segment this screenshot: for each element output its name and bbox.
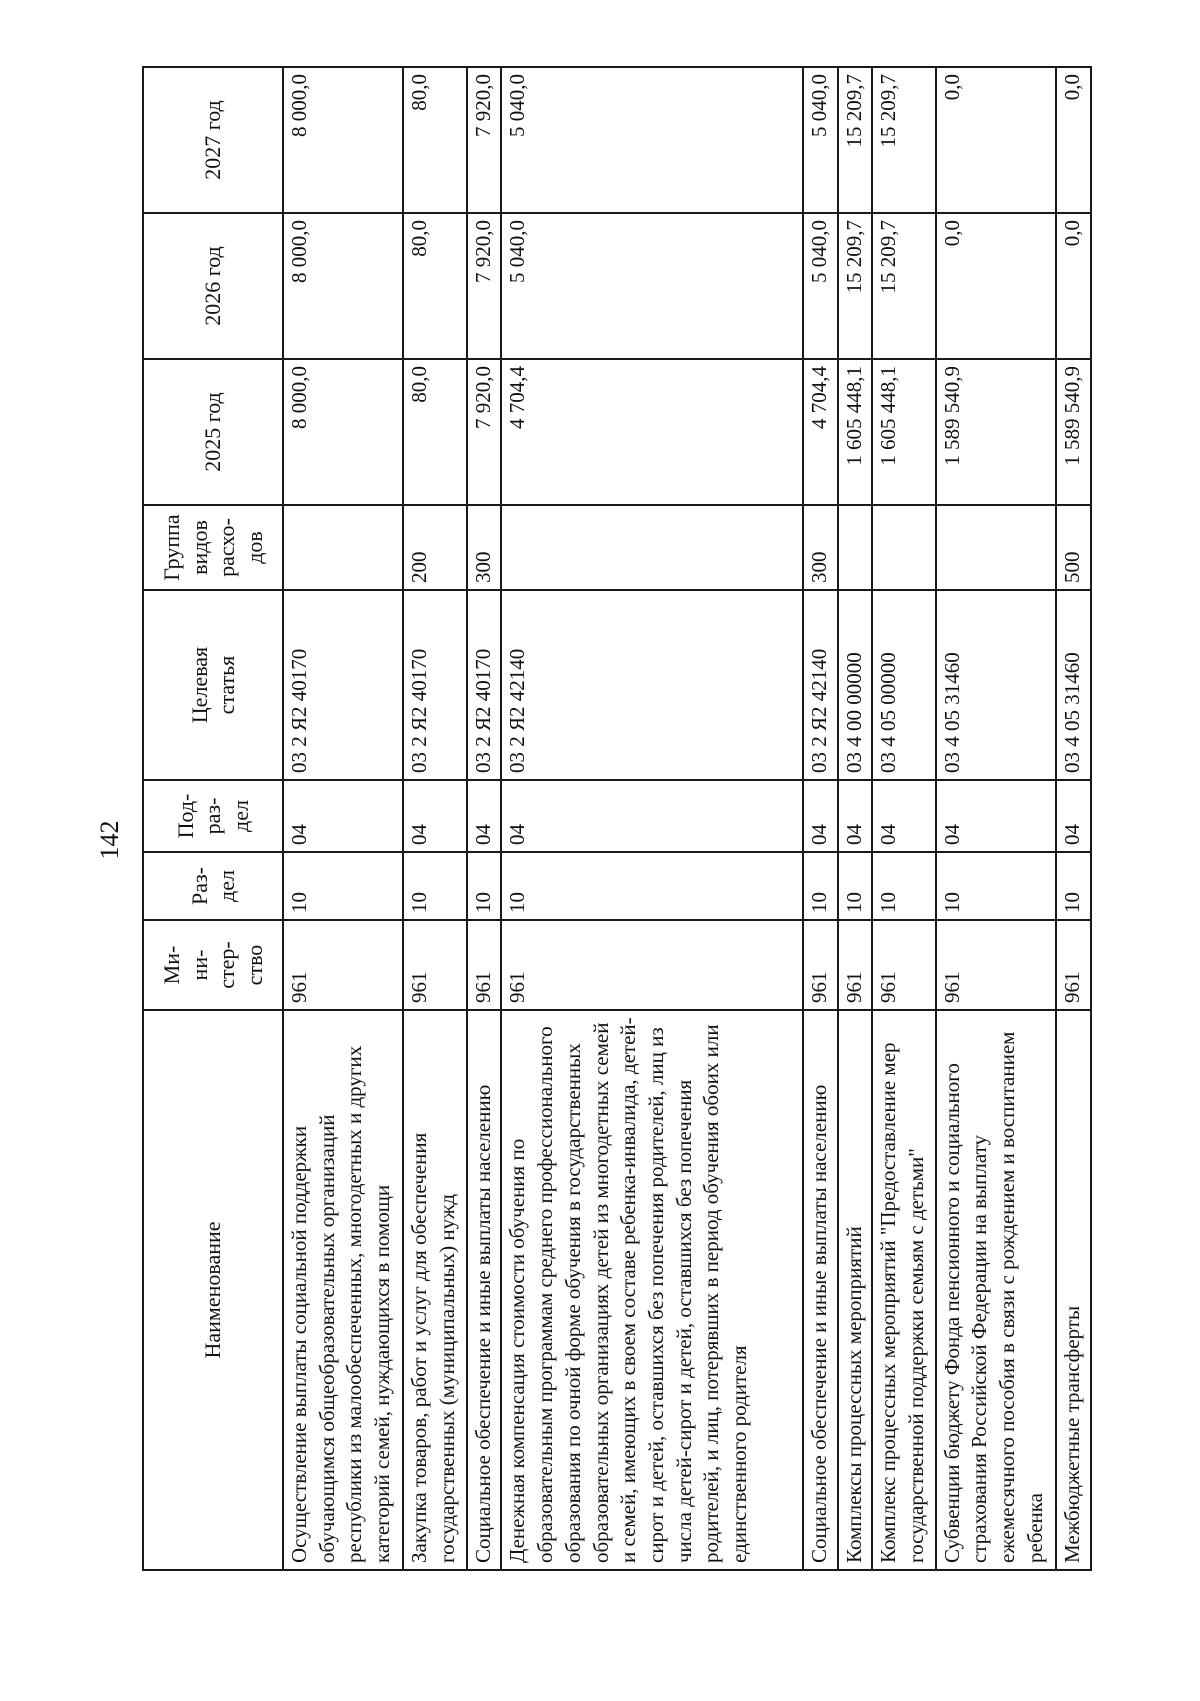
- row-2027: 8 000,0: [283, 67, 403, 213]
- row-group: 300: [467, 505, 502, 590]
- row-2027: 7 920,0: [467, 67, 502, 213]
- row-2027: 15 209,7: [872, 67, 935, 213]
- table-row: [1056, 67, 1091, 1570]
- row-2026: 7 920,0: [467, 213, 502, 359]
- header-name: Наименование: [143, 1010, 283, 1570]
- row-section: 10: [838, 852, 873, 920]
- row-2027: 5 040,0: [501, 67, 803, 213]
- row-2026: 5 040,0: [803, 213, 838, 359]
- row-subsection: 04: [501, 780, 803, 852]
- row-2026: 0,0: [936, 213, 1056, 359]
- row-2026: 15 209,7: [872, 213, 935, 359]
- row-2025: 1 589 540,9: [1056, 359, 1091, 505]
- row-2026: 8 000,0: [283, 213, 403, 359]
- row-name: Осуществление выплаты социальной поддержки обучающимся общеобразовательных организаций республики из малообеспеченных, многодетных и других категорий семей, нуждающихся в помощи: [283, 1010, 403, 1570]
- row-subsection: 04: [803, 780, 838, 852]
- row-target: 03 2 Я2 42140: [501, 590, 803, 780]
- row-subsection: 04: [403, 780, 466, 852]
- table-row: [838, 67, 873, 1570]
- table-row: [403, 67, 466, 1570]
- row-group: [936, 505, 1056, 590]
- row-subsection: 04: [872, 780, 935, 852]
- row-ministry: 961: [872, 920, 935, 1010]
- row-group: [838, 505, 873, 590]
- table-row: [501, 67, 803, 1570]
- row-section: 10: [403, 852, 466, 920]
- row-2025: 4 704,4: [501, 359, 803, 505]
- header-2026: 2026 год: [143, 213, 283, 359]
- row-name: Субвенции бюджету Фонда пенсионного и социального страхования Российской Федерации на выплату ежемесячного пособия в связи с рождением и воспитанием ребенка: [936, 1010, 1056, 1570]
- row-target: 03 2 Я2 40170: [283, 590, 403, 780]
- rotated-table-frame: [142, 68, 1092, 1571]
- row-section: 10: [501, 852, 803, 920]
- row-name: Денежная компенсация стоимости обучения по образовательным программам среднего профессионального образования по очной форме обучения в государственных образовательных организациях детей из многодетных семей и семей, имеющих в своем составе ребенка-инвалида, детей-сирот и детей, оставшихся без попечения родителей, лиц из числа детей-сирот и детей, оставшихся без попечения родителей, и лиц, потерявших в период обучения обоих или единственного родителя: [501, 1010, 803, 1570]
- row-section: 10: [467, 852, 502, 920]
- row-name: Комплекс процессных мероприятий "Предоставление мер государственной поддержки семьям с детьми": [872, 1010, 935, 1570]
- table-header-row: [143, 67, 283, 1570]
- row-2027: 15 209,7: [838, 67, 873, 213]
- table-row: [872, 67, 935, 1570]
- row-target: 03 2 Я2 40170: [403, 590, 466, 780]
- row-subsection: 04: [467, 780, 502, 852]
- row-ministry: 961: [283, 920, 403, 1010]
- row-name: Межбюджетные трансферты: [1056, 1010, 1091, 1570]
- header-target: Целевая статья: [143, 590, 283, 780]
- row-target: 03 4 00 00000: [838, 590, 873, 780]
- row-group: [501, 505, 803, 590]
- row-2025: 8 000,0: [283, 359, 403, 505]
- row-ministry: 961: [467, 920, 502, 1010]
- row-target: 03 4 05 00000: [872, 590, 935, 780]
- row-name: Комплексы процессных мероприятий: [838, 1010, 873, 1570]
- row-ministry: 961: [501, 920, 803, 1010]
- row-subsection: 04: [936, 780, 1056, 852]
- row-section: 10: [1056, 852, 1091, 920]
- row-2026: 15 209,7: [838, 213, 873, 359]
- row-target: 03 2 Я2 42140: [803, 590, 838, 780]
- row-2025: 1 589 540,9: [936, 359, 1056, 505]
- row-2025: 4 704,4: [803, 359, 838, 505]
- row-ministry: 961: [403, 920, 466, 1010]
- table-row: [936, 67, 1056, 1570]
- header-section: Раз- дел: [143, 852, 283, 920]
- row-2027: 5 040,0: [803, 67, 838, 213]
- row-ministry: 961: [1056, 920, 1091, 1010]
- row-group: [872, 505, 935, 590]
- header-2025: 2025 год: [143, 359, 283, 505]
- row-2027: 80,0: [403, 67, 466, 213]
- budget-table: [142, 66, 1092, 1571]
- row-subsection: 04: [283, 780, 403, 852]
- row-target: 03 4 05 31460: [936, 590, 1056, 780]
- row-section: 10: [936, 852, 1056, 920]
- row-group: 200: [403, 505, 466, 590]
- row-2025: 1 605 448,1: [838, 359, 873, 505]
- row-subsection: 04: [838, 780, 873, 852]
- row-2025: 80,0: [403, 359, 466, 505]
- row-2025: 7 920,0: [467, 359, 502, 505]
- row-subsection: 04: [1056, 780, 1091, 852]
- row-group: 500: [1056, 505, 1091, 590]
- row-ministry: 961: [803, 920, 838, 1010]
- row-ministry: 961: [838, 920, 873, 1010]
- row-target: 03 4 05 31460: [1056, 590, 1091, 780]
- row-2026: 80,0: [403, 213, 466, 359]
- row-section: 10: [283, 852, 403, 920]
- header-ministry: Ми- ни- стер- ство: [143, 920, 283, 1010]
- row-name: Закупка товаров, работ и услуг для обеспечения государственных (муниципальных) нужд: [403, 1010, 466, 1570]
- row-2026: 0,0: [1056, 213, 1091, 359]
- header-2027: 2027 год: [143, 67, 283, 213]
- header-group: Группа видов расхо- дов: [143, 505, 283, 590]
- header-subsection: Под- раз- дел: [143, 780, 283, 852]
- row-2025: 1 605 448,1: [872, 359, 935, 505]
- row-2026: 5 040,0: [501, 213, 803, 359]
- row-group: 300: [803, 505, 838, 590]
- table-row: [803, 67, 838, 1570]
- row-target: 03 2 Я2 40170: [467, 590, 502, 780]
- row-ministry: 961: [936, 920, 1056, 1010]
- table-row: [467, 67, 502, 1570]
- row-2027: 0,0: [1056, 67, 1091, 213]
- row-group: [283, 505, 403, 590]
- row-2027: 0,0: [936, 67, 1056, 213]
- row-section: 10: [803, 852, 838, 920]
- table-row: [283, 67, 403, 1570]
- row-name: Социальное обеспечение и иные выплаты населению: [467, 1010, 502, 1570]
- row-section: 10: [872, 852, 935, 920]
- page-number: 142: [95, 820, 124, 860]
- row-name: Социальное обеспечение и иные выплаты населению: [803, 1010, 838, 1570]
